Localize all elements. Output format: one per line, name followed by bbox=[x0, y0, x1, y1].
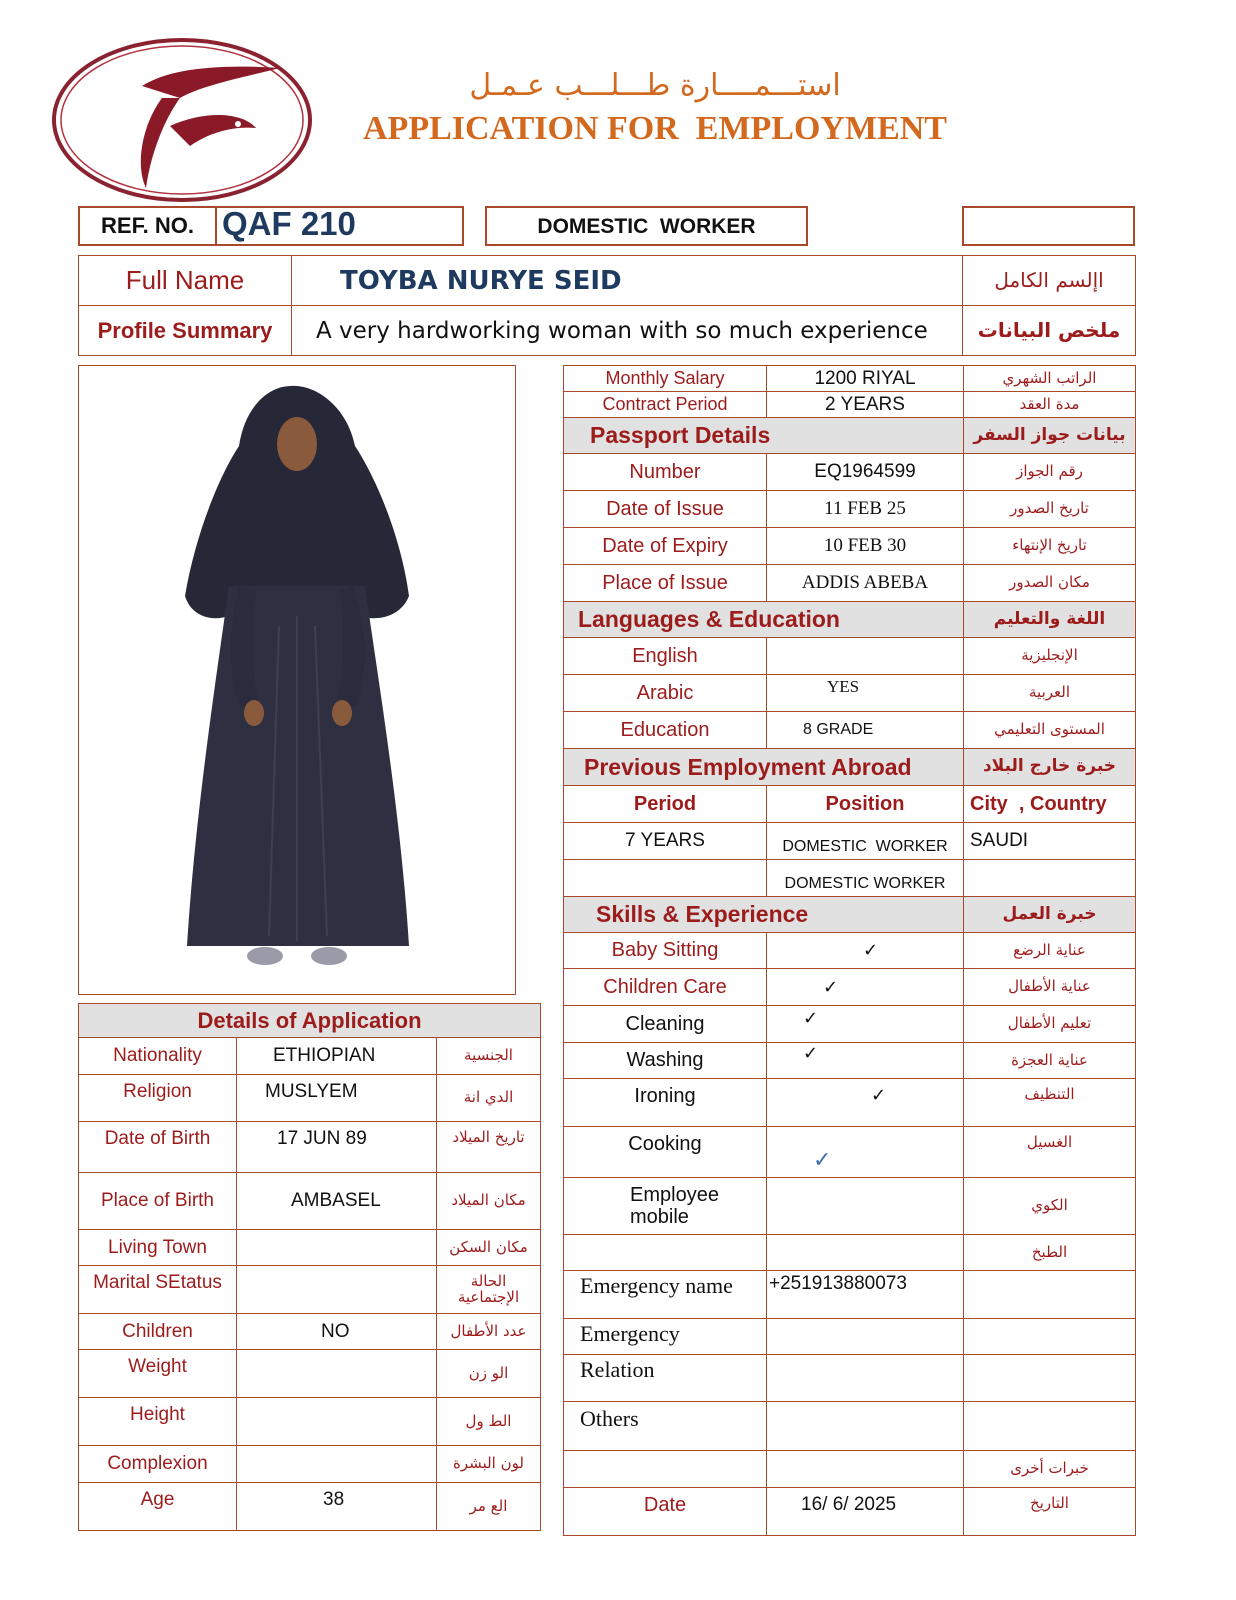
skill-baby-sitting: Baby Sitting bbox=[564, 933, 767, 969]
education-label: Education bbox=[564, 712, 767, 749]
education-ar: المستوى التعليمي bbox=[964, 712, 1136, 749]
employment-period-2 bbox=[564, 860, 767, 897]
employment-title: Previous Employment Abroad bbox=[564, 749, 964, 786]
employment-title-ar: خبرة خارج البلاد bbox=[964, 749, 1136, 786]
living-town-value bbox=[237, 1230, 437, 1266]
education-value: 8 GRADE bbox=[767, 712, 964, 749]
skill-ironing: Ironing bbox=[564, 1079, 767, 1127]
identity-table bbox=[78, 255, 1136, 356]
age-label: Age bbox=[79, 1483, 237, 1531]
employee-mobile-label: Employee mobile bbox=[564, 1178, 767, 1235]
employee-mobile-ar: الكوي bbox=[964, 1178, 1136, 1235]
skills-title-ar: خبرة العمل bbox=[964, 897, 1136, 933]
weight-ar: الو زن bbox=[437, 1350, 541, 1398]
check-icon: ✓ bbox=[767, 969, 964, 1006]
weight-label: Weight bbox=[79, 1350, 237, 1398]
skill-children-care-ar: عناية الأطفال bbox=[964, 969, 1136, 1006]
right-table bbox=[563, 365, 1136, 1536]
title-arabic: استـــمــــارة طـــلـــب عـمـل bbox=[469, 68, 841, 103]
emergency-name-label: Emergency name bbox=[564, 1271, 767, 1319]
children-ar: عدد الأطفال bbox=[437, 1314, 541, 1350]
check-icon: ✓ bbox=[767, 933, 964, 969]
languages-title-ar: اللغة والتعليم bbox=[964, 602, 1136, 638]
relation-label: Relation bbox=[564, 1355, 767, 1402]
relation-extra bbox=[964, 1355, 1136, 1402]
nationality-value: ETHIOPIAN bbox=[237, 1038, 437, 1075]
emergency-extra bbox=[964, 1319, 1136, 1355]
contract-period-value: 2 YEARS bbox=[767, 392, 964, 418]
check-icon: ✓ bbox=[767, 1006, 964, 1043]
issue-date-label: Date of Issue bbox=[564, 491, 767, 528]
religion-value: MUSLYEM bbox=[237, 1075, 437, 1122]
salary-label: Monthly Salary bbox=[564, 366, 767, 392]
height-value bbox=[237, 1398, 437, 1446]
period-header: Period bbox=[564, 786, 767, 823]
height-ar: الط ول bbox=[437, 1398, 541, 1446]
marital-label: Marital SEtatus bbox=[79, 1266, 237, 1314]
height-label: Height bbox=[79, 1398, 237, 1446]
ref-value: QAF 210 bbox=[222, 205, 356, 242]
marital-ar: الحالة الإجتماعية bbox=[437, 1266, 541, 1314]
skill-washing-ar: عناية العجزة bbox=[964, 1043, 1136, 1079]
position-header: Position bbox=[767, 786, 964, 823]
skill-children-care: Children Care bbox=[564, 969, 767, 1006]
skill-ironing-ar: التنظيف bbox=[964, 1079, 1136, 1127]
emergency-label: Emergency bbox=[564, 1319, 767, 1355]
others-extra bbox=[964, 1402, 1136, 1451]
nationality-label: Nationality bbox=[79, 1038, 237, 1075]
others-label: Others bbox=[564, 1402, 767, 1451]
passport-title: Passport Details bbox=[564, 418, 964, 454]
employment-position-2: DOMESTIC WORKER bbox=[767, 860, 964, 897]
weight-value bbox=[237, 1350, 437, 1398]
profile-summary-value: A very hardworking woman with so much experience bbox=[292, 306, 963, 356]
arabic-value: YES bbox=[767, 675, 964, 712]
issue-place-label: Place of Issue bbox=[564, 565, 767, 602]
skill-baby-sitting-ar: عناية الرضع bbox=[964, 933, 1136, 969]
religion-ar: الدي انة bbox=[437, 1075, 541, 1122]
salary-value: 1200 RIYAL bbox=[767, 366, 964, 392]
position-label: DOMESTIC WORKER bbox=[537, 215, 756, 238]
issue-date-value: 11 FEB 25 bbox=[767, 491, 964, 528]
profile-summary-label: Profile Summary bbox=[79, 306, 292, 356]
full-name-ar: اإلسم الكامل bbox=[963, 256, 1136, 306]
profile-summary-ar: ملخص البيانات bbox=[963, 306, 1136, 356]
date-ar: التاريخ bbox=[964, 1488, 1136, 1536]
expiry-date-label: Date of Expiry bbox=[564, 528, 767, 565]
blank-skill-cell bbox=[564, 1235, 767, 1271]
complexion-ar: لون البشرة bbox=[437, 1446, 541, 1483]
complexion-value bbox=[237, 1446, 437, 1483]
emergency-phone: +251913880073 bbox=[767, 1271, 964, 1319]
full-name-label: Full Name bbox=[79, 256, 292, 306]
blank-skill-ar: الطبخ bbox=[964, 1235, 1136, 1271]
blank-skill-value bbox=[767, 1235, 964, 1271]
ref-divider bbox=[215, 206, 217, 246]
dob-value: 17 JUN 89 bbox=[237, 1122, 437, 1173]
relation-value bbox=[767, 1355, 964, 1402]
contract-period-label: Contract Period bbox=[564, 392, 767, 418]
marital-value bbox=[237, 1266, 437, 1314]
employment-country-2 bbox=[964, 860, 1136, 897]
expiry-date-ar: تاريخ الإنتهاء bbox=[964, 528, 1136, 565]
languages-title: Languages & Education bbox=[564, 602, 964, 638]
skill-cleaning: Cleaning bbox=[564, 1006, 767, 1043]
pob-ar: مكان الميلاد bbox=[437, 1173, 541, 1230]
contract-period-ar: مدة العقد bbox=[964, 392, 1136, 418]
english-ar: الإنجليزية bbox=[964, 638, 1136, 675]
living-town-label: Living Town bbox=[79, 1230, 237, 1266]
others-blank-value bbox=[767, 1451, 964, 1488]
emergency-value bbox=[767, 1319, 964, 1355]
blank-box bbox=[962, 206, 1135, 246]
children-value: NO bbox=[237, 1314, 437, 1350]
employment-position-1: DOMESTIC WORKER bbox=[767, 823, 964, 860]
passport-number-ar: رقم الجواز bbox=[964, 454, 1136, 491]
check-icon: ✓ bbox=[767, 1043, 964, 1079]
age-ar: الع مر bbox=[437, 1483, 541, 1531]
skill-cooking-ar: الغسيل bbox=[964, 1127, 1136, 1178]
pob-label: Place of Birth bbox=[79, 1173, 237, 1230]
details-title: Details of Application bbox=[79, 1004, 541, 1038]
country-header: City , Country bbox=[964, 786, 1136, 823]
check-icon: ✓ bbox=[767, 1127, 964, 1178]
others-blank bbox=[564, 1451, 767, 1488]
age-value: 38 bbox=[237, 1483, 437, 1531]
nationality-ar: الجنسية bbox=[437, 1038, 541, 1075]
check-icon: ✓ bbox=[767, 1079, 964, 1127]
arabic-ar: العربية bbox=[964, 675, 1136, 712]
employee-mobile-value bbox=[767, 1178, 964, 1235]
dob-ar: تاريخ الميلاد bbox=[437, 1122, 541, 1173]
ref-label: REF. NO. bbox=[101, 213, 194, 238]
complexion-label: Complexion bbox=[79, 1446, 237, 1483]
skill-washing: Washing bbox=[564, 1043, 767, 1079]
arabic-label: Arabic bbox=[564, 675, 767, 712]
expiry-date-value: 10 FEB 30 bbox=[767, 528, 964, 565]
skill-cooking: Cooking bbox=[564, 1127, 767, 1178]
employment-period-1: 7 YEARS bbox=[564, 823, 767, 860]
date-label: Date bbox=[564, 1488, 767, 1536]
issue-place-value: ADDIS ABEBA bbox=[767, 565, 964, 602]
pob-value: AMBASEL bbox=[237, 1173, 437, 1230]
english-label: English bbox=[564, 638, 767, 675]
emergency-name-extra bbox=[964, 1271, 1136, 1319]
living-town-ar: مكان السكن bbox=[437, 1230, 541, 1266]
passport-number-value: EQ1964599 bbox=[767, 454, 964, 491]
full-name-value: TOYBA NURYE SEID bbox=[292, 256, 963, 306]
company-logo bbox=[50, 28, 314, 206]
english-value bbox=[767, 638, 964, 675]
others-value bbox=[767, 1402, 964, 1451]
religion-label: Religion bbox=[79, 1075, 237, 1122]
skill-cleaning-ar: تعليم الأطفال bbox=[964, 1006, 1136, 1043]
issue-place-ar: مكان الصدور bbox=[964, 565, 1136, 602]
title-english: APPLICATION FOR EMPLOYMENT bbox=[363, 110, 947, 147]
issue-date-ar: تاريخ الصدور bbox=[964, 491, 1136, 528]
skills-title: Skills & Experience bbox=[564, 897, 964, 933]
passport-title-ar: بيانات جواز السفر bbox=[964, 418, 1136, 454]
other-experience-ar: خبرات أخرى bbox=[964, 1451, 1136, 1488]
details-table bbox=[78, 1003, 541, 1531]
applicant-photo bbox=[78, 365, 516, 995]
passport-number-label: Number bbox=[564, 454, 767, 491]
date-value: 16/ 6/ 2025 bbox=[767, 1488, 964, 1536]
employment-country-1: SAUDI bbox=[964, 823, 1136, 860]
salary-ar: الراتب الشهري bbox=[964, 366, 1136, 392]
dob-label: Date of Birth bbox=[79, 1122, 237, 1173]
children-label: Children bbox=[79, 1314, 237, 1350]
